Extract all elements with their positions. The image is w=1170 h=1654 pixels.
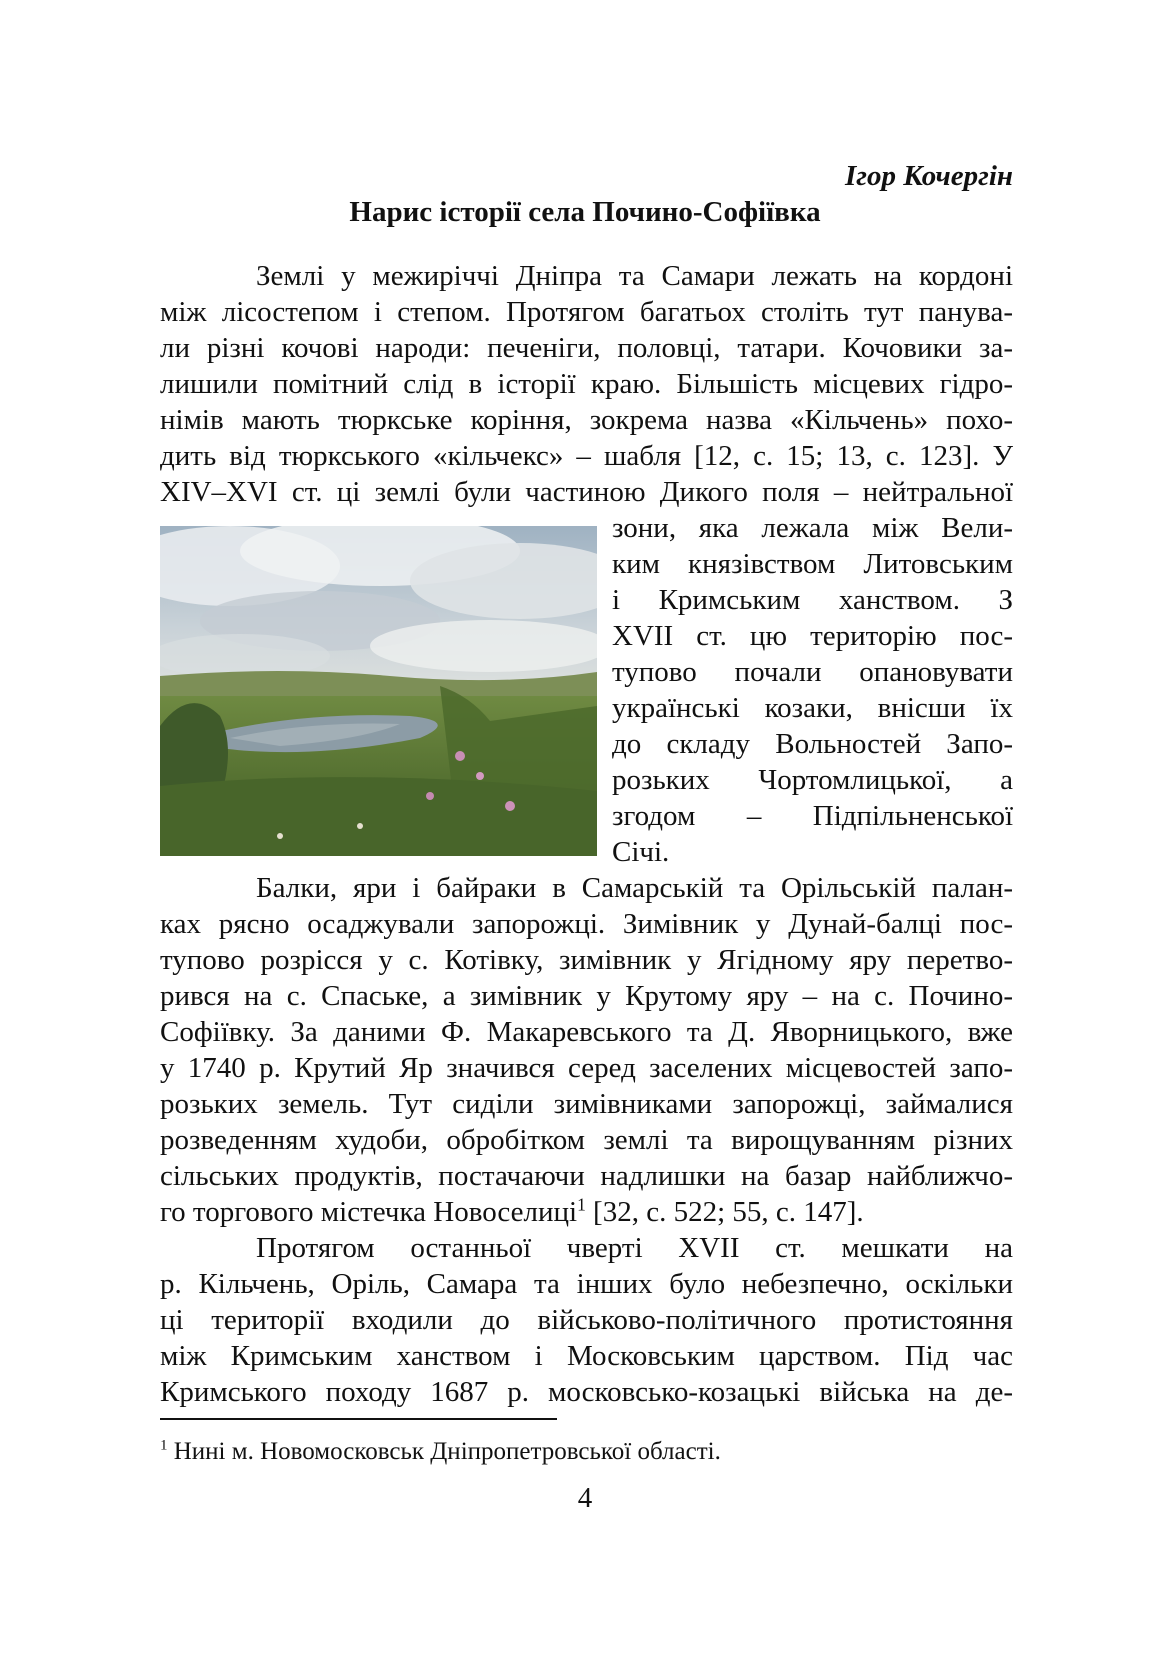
paragraph-2-line-6: у 1740 р. Крутий Яр значився серед заселених місцевостей запо- xyxy=(160,1052,1013,1084)
paragraph-3-line-4: між Кримським ханством і Московським царством. Під час xyxy=(160,1340,1013,1372)
paragraph-1-line-7: XIV–XVI ст. ці землі були частиною Дикого поля – нейтральної xyxy=(160,476,1013,508)
paragraph-1-wrap-line-9: згодом – Підпільненської xyxy=(612,800,1013,832)
paragraph-1-line-3: ли різні кочові народи: печеніги, половці, татари. Кочовики за- xyxy=(160,332,1013,364)
footnote-text: Нині м. Новомосковськ Дніпропетровської області. xyxy=(167,1438,721,1465)
paragraph-2-line-1: Балки, яри і байраки в Самарській та Орільській палан- xyxy=(256,872,1013,904)
paragraph-2-line-9: сільських продуктів, постачаючи надлишки на базар найближчо- xyxy=(160,1160,1013,1192)
paragraph-1-line-5: німів мають тюркське коріння, зокрема назва «Кільчень» похо- xyxy=(160,404,1013,436)
paragraph-1-wrap-line-7: до складу Вольностей Запо- xyxy=(612,728,1013,760)
paragraph-3-line-1: Протягом останньої чверті XVII ст. мешкати на xyxy=(256,1232,1013,1264)
paragraph-2-line-4: рився на с. Спаське, а зимівник у Крутому яру – на с. Почино- xyxy=(160,980,1013,1012)
paragraph-2-line-3: тупово розрісся у с. Котівку, зимівник у Ягідному яру перетво- xyxy=(160,944,1013,976)
paragraph-1-line-4: лишили помітний слід в історії краю. Більшість місцевих гідро- xyxy=(160,368,1013,400)
paragraph-1-wrap-line-8: розьких Чортомлицької, а xyxy=(612,764,1013,796)
paragraph-3-line-5: Кримського походу 1687 р. московсько-козацькі війська на де- xyxy=(160,1376,1013,1408)
paragraph-3-line-2: р. Кільчень, Оріль, Самара та інших було небезпечно, оскільки xyxy=(160,1268,1013,1300)
paragraph-2-line-8: розведенням худоби, обробітком землі та вирощуванням різних xyxy=(160,1124,1013,1156)
landscape-photo-image xyxy=(160,526,597,856)
paragraph-1-wrap-line-10: Січі. xyxy=(612,836,670,868)
footnote-divider xyxy=(160,1418,557,1420)
paragraph-2-last-text: го торгового містечка Новоселиці xyxy=(160,1196,578,1228)
footnote xyxy=(160,1436,721,1468)
paragraph-3-line-3: ці території входили до військово-політичного протистояння xyxy=(160,1304,1013,1336)
paragraph-1-line-6: дить від тюркського «кільчекс» – шабля [12, с. 15; 13, с. 123]. У xyxy=(160,440,1013,472)
paragraph-1-line-1: Землі у межиріччі Дніпра та Самари лежать на кордоні xyxy=(256,260,1013,292)
paragraph-1-wrap-line-5: тупово почали опановувати xyxy=(612,656,1013,688)
paragraph-1-wrap-line-3: і Кримським ханством. З xyxy=(612,584,1013,616)
footnote-reference: 1 xyxy=(577,1194,586,1215)
paragraph-1-wrap-line-6: українські козаки, внісши їх xyxy=(612,692,1013,724)
paragraph-1-wrap-line-4: XVII ст. цю територію пос- xyxy=(612,620,1013,652)
paragraph-1-wrap-line-1: зони, яка лежала між Вели- xyxy=(612,512,1013,544)
author-name: Ігор Кочергін xyxy=(844,160,1013,192)
paragraph-2-citation: [32, с. 522; 55, с. 147]. xyxy=(585,1196,864,1228)
article-title: Нарис історії села Почино-Софіївка xyxy=(349,196,821,228)
page-number: 4 xyxy=(577,1482,593,1514)
paragraph-2-line-7: розьких земель. Тут сиділи зимівниками запорожці, займалися xyxy=(160,1088,1013,1120)
paragraph-2-line-10 xyxy=(160,1194,864,1230)
paragraph-1-wrap-line-2: ким князівством Литовським xyxy=(612,548,1013,580)
paragraph-2-line-2: ках рясно осаджували запорожці. Зимівник у Дунай-балці пос- xyxy=(160,908,1013,940)
paragraph-1-line-2: між лісостепом і степом. Протягом багатьох століть тут панува- xyxy=(160,296,1013,328)
footnote-mark: 1 xyxy=(160,1437,168,1454)
landscape-photo xyxy=(160,526,597,856)
paragraph-2-line-5: Софіївку. За даними Ф. Макаревського та Д. Яворницького, вже xyxy=(160,1016,1013,1048)
